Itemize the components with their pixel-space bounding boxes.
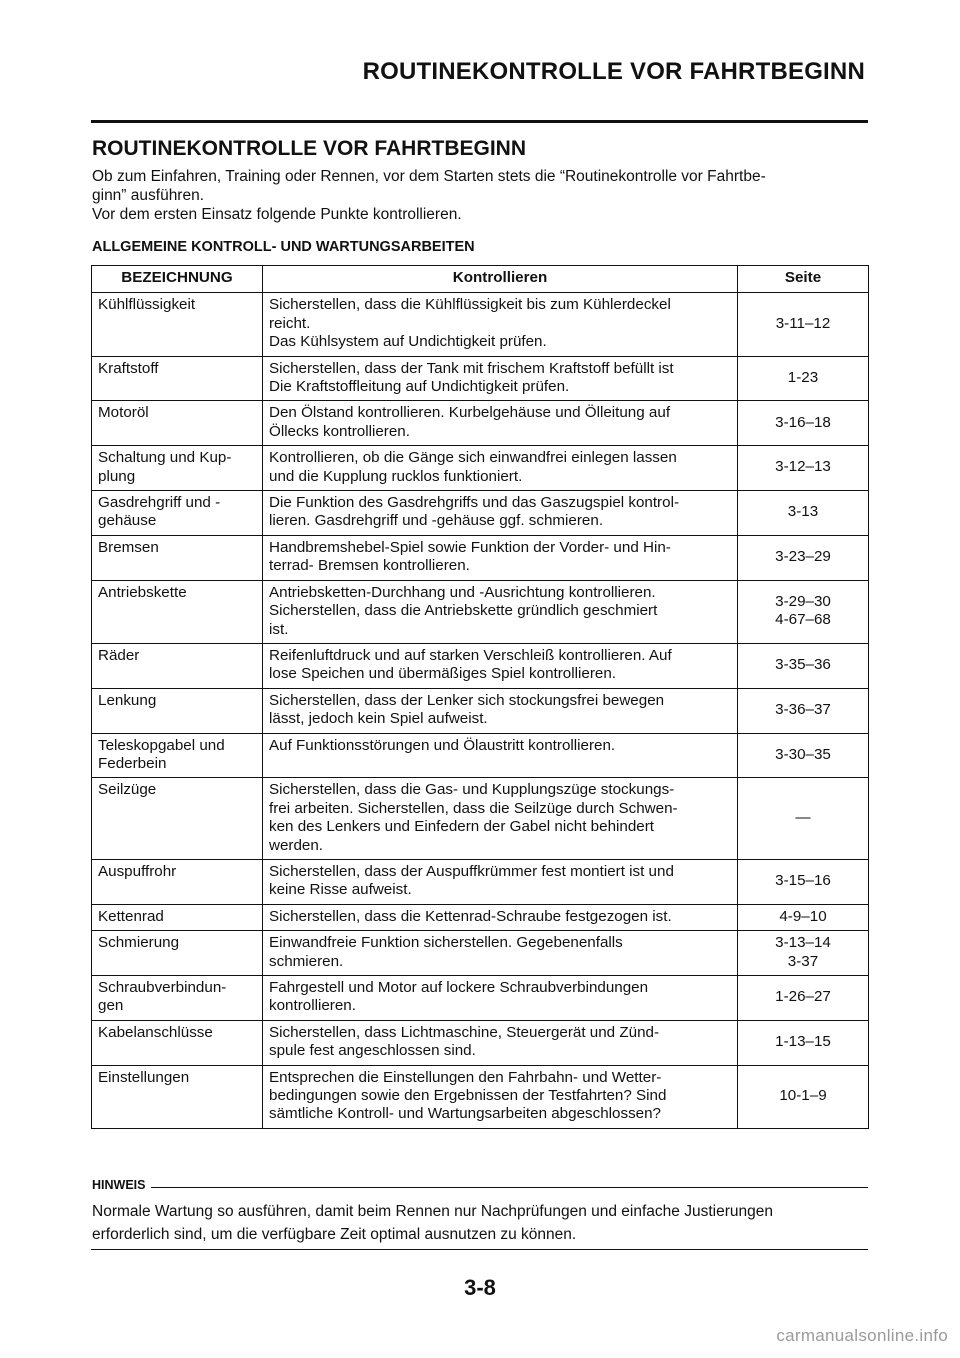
table-row — [92, 446, 869, 491]
column-header-item: BEZEICHNUNG — [92, 266, 263, 293]
cell-check-line: Einwandfreie Funktion sicherstellen. Gegebenenfalls — [269, 934, 623, 952]
cell-page-line: 3-35–36 — [775, 656, 831, 674]
table-row — [92, 535, 869, 580]
cell-page — [738, 446, 869, 491]
header-rule — [91, 120, 868, 123]
cell-item — [92, 293, 263, 356]
cell-item-line: Bremsen — [98, 538, 159, 556]
cell-item — [92, 535, 263, 580]
table-row — [92, 688, 869, 733]
table-heading: ALLGEMEINE KONTROLL- UND WARTUNGSARBEITEN — [92, 239, 475, 255]
cell-page — [738, 643, 869, 688]
cell-check-line: Sicherstellen, dass die Gas- und Kupplungszüge stockungs- — [269, 781, 675, 799]
cell-item-line: Teleskopgabel und — [98, 736, 225, 754]
cell-page — [738, 356, 869, 401]
cell-check-line: Die Funktion des Gasdrehgriffs und das Gaszugspiel kontrol- — [269, 494, 679, 512]
cell-item-line: Kraftstoff — [98, 359, 159, 377]
table-row — [92, 1020, 869, 1065]
cell-check-line: Öllecks kontrollieren. — [269, 422, 410, 440]
cell-page-line: 3-23–29 — [775, 548, 831, 566]
table-row — [92, 356, 869, 401]
running-header-title: ROUTINEKONTROLLE VOR FAHRTBEGINN — [362, 58, 865, 85]
cell-check — [263, 1065, 738, 1128]
cell-page — [738, 778, 869, 860]
table-row — [92, 859, 869, 904]
cell-page-line: 1-23 — [787, 368, 819, 386]
cell-page-line: 3-37 — [787, 952, 819, 970]
cell-item — [92, 1020, 263, 1065]
cell-check-line: Sicherstellen, dass der Tank mit frischem Kraftstoff befüllt ist — [269, 359, 674, 377]
cell-check — [263, 931, 738, 976]
cell-check — [263, 733, 738, 778]
cell-page-line: 4-9–10 — [779, 907, 827, 925]
cell-item-line: Federbein — [98, 754, 167, 772]
cell-page-line: 3-11–12 — [775, 314, 831, 332]
cell-page — [738, 535, 869, 580]
cell-item-line: Schmierung — [98, 934, 180, 952]
cell-check-line: lässt, jedoch kein Spiel aufweist. — [269, 710, 488, 728]
table-row — [92, 401, 869, 446]
cell-check-line: keine Risse aufweist. — [269, 881, 412, 899]
cell-page-line: 1-13–15 — [775, 1033, 831, 1051]
table-row — [92, 580, 869, 643]
note-line: erforderlich sind, um die verfügbare Zeit optimal ausnutzen zu können. — [92, 1226, 577, 1243]
cell-check — [263, 535, 738, 580]
cell-check-line: Die Kraftstoffleitung auf Undichtigkeit prüfen. — [269, 378, 570, 396]
cell-item-line: gen — [98, 997, 124, 1015]
note-line: Normale Wartung so ausführen, damit beim Rennen nur Nachprüfungen und einfache Justierungen — [92, 1203, 773, 1220]
cell-check — [263, 446, 738, 491]
cell-check-line: Antriebsketten-Durchhang und -Ausrichtung kontrollieren. — [269, 583, 656, 601]
cell-check-line: Auf Funktionsstörungen und Ölaustritt kontrollieren. — [269, 736, 616, 754]
cell-item — [92, 976, 263, 1021]
cell-check-line: Kontrollieren, ob die Gänge sich einwandfrei einlegen lassen — [269, 449, 677, 467]
cell-item-line: Motoröl — [98, 404, 149, 422]
cell-item-line: Lenkung — [98, 691, 157, 709]
cell-check — [263, 688, 738, 733]
cell-item-line: Antriebskette — [98, 583, 187, 601]
cell-check-line: werden. — [269, 836, 324, 854]
cell-page — [738, 401, 869, 446]
cell-check-line: Reifenluftdruck und auf starken Verschleiß kontrollieren. Auf — [269, 646, 672, 664]
cell-page-line: 3-36–37 — [775, 700, 831, 718]
cell-page — [738, 931, 869, 976]
cell-item — [92, 643, 263, 688]
cell-check — [263, 643, 738, 688]
cell-check — [263, 1020, 738, 1065]
cell-check — [263, 401, 738, 446]
cell-item-line: plung — [98, 467, 136, 485]
cell-check-line: frei arbeiten. Sicherstellen, dass die Seilzüge durch Schwen- — [269, 799, 678, 817]
cell-check-line: Fahrgestell und Motor auf lockere Schraubverbindungen — [269, 979, 649, 996]
cell-item-line: Auspuffrohr — [98, 862, 177, 880]
cell-item — [92, 580, 263, 643]
cell-page-line: 1-26–27 — [775, 988, 831, 1006]
cell-check-line: schmieren. — [269, 952, 344, 970]
note-rule — [92, 1187, 868, 1188]
cell-item-line: Kabelanschlüsse — [98, 1023, 213, 1041]
cell-item-line: gehäuse — [98, 512, 157, 530]
cell-item-line: Räder — [98, 646, 140, 664]
table-row — [92, 976, 869, 1021]
section-title: ROUTINEKONTROLLE VOR FAHRTBEGINN — [92, 137, 526, 160]
cell-page — [738, 733, 869, 778]
cell-check-line: ist. — [269, 620, 289, 638]
page-number: 3-8 — [464, 1275, 496, 1300]
cell-check-line: spule fest angeschlossen sind. — [269, 1042, 476, 1060]
cell-check — [263, 356, 738, 401]
cell-check — [263, 580, 738, 643]
note-header — [92, 1178, 868, 1194]
cell-check — [263, 904, 738, 930]
cell-item-line: Einstellungen — [98, 1068, 190, 1086]
cell-check-line: Sicherstellen, dass Lichtmaschine, Steuergerät und Zünd- — [269, 1023, 660, 1041]
cell-item — [92, 931, 263, 976]
cell-page-line: 10-1–9 — [779, 1087, 827, 1105]
cell-item — [92, 401, 263, 446]
table-row — [92, 733, 869, 778]
note-label: HINWEIS — [92, 1178, 151, 1192]
cell-check-line: und die Kupplung rucklos funktioniert. — [269, 467, 523, 485]
cell-check-line: Entsprechen die Einstellungen den Fahrbahn- und Wetter- — [269, 1068, 662, 1086]
intro-line: Ob zum Einfahren, Training oder Rennen, vor dem Starten stets die “Routinekontrolle vor Fahrtbe- — [92, 168, 766, 185]
cell-item — [92, 859, 263, 904]
cell-page-line: 3-13–14 — [775, 934, 831, 952]
cell-page-line: 3-16–18 — [775, 413, 831, 431]
cell-check-line: Sicherstellen, dass die Antriebskette gründlich geschmiert — [269, 602, 658, 620]
cell-check — [263, 778, 738, 860]
cell-check — [263, 491, 738, 536]
cell-check-line: lose Speichen und übermäßiges Spiel kontrollieren. — [269, 665, 616, 683]
watermark: carmanualsonline.info — [776, 1326, 948, 1345]
cell-page — [738, 1065, 869, 1128]
cell-item-line: Kettenrad — [98, 907, 164, 925]
note-bottom-rule — [91, 1249, 868, 1250]
cell-item-line: Schaltung und Kup- — [98, 449, 232, 467]
table-body — [92, 293, 869, 1128]
cell-check-line: ken des Lenkers und Einfedern der Gabel nicht behindert — [269, 818, 655, 836]
cell-page — [738, 904, 869, 930]
note-text — [92, 1200, 868, 1246]
cell-page-line: — — [795, 808, 811, 826]
cell-item — [92, 778, 263, 860]
cell-page-line: 4-67–68 — [775, 611, 831, 629]
cell-item-line: Kühlflüssigkeit — [98, 296, 196, 314]
table-row — [92, 491, 869, 536]
cell-page-line: 3-13 — [787, 503, 819, 521]
table-header-row — [92, 266, 869, 293]
table-row — [92, 904, 869, 930]
table-row — [92, 778, 869, 860]
cell-check — [263, 859, 738, 904]
cell-item — [92, 356, 263, 401]
intro-line: Vor dem ersten Einsatz folgende Punkte kontrollieren. — [92, 206, 462, 223]
column-header-page: Seite — [738, 266, 869, 293]
cell-page-line: 3-12–13 — [775, 458, 831, 476]
cell-page — [738, 688, 869, 733]
cell-check-line: reicht. — [269, 314, 311, 332]
cell-page — [738, 976, 869, 1021]
table-row — [92, 1065, 869, 1128]
cell-page — [738, 580, 869, 643]
cell-check — [263, 293, 738, 356]
cell-check-line: lieren. Gasdrehgriff und -gehäuse ggf. schmieren. — [269, 512, 604, 530]
cell-page-line: 3-15–16 — [775, 872, 831, 890]
cell-page — [738, 859, 869, 904]
cell-item-line: Schraubverbindun- — [98, 979, 227, 996]
cell-check-line: Den Ölstand kontrollieren. Kurbelgehäuse und Ölleitung auf — [269, 404, 671, 422]
intro-line: ginn” ausführen. — [92, 187, 205, 204]
cell-page — [738, 491, 869, 536]
intro-paragraph — [92, 167, 868, 224]
cell-page-line: 3-30–35 — [775, 745, 831, 763]
cell-item — [92, 1065, 263, 1128]
cell-page — [738, 1020, 869, 1065]
cell-item-line: Seilzüge — [98, 781, 157, 799]
cell-check-line: bedingungen sowie den Ergebnissen der Testfahrten? Sind — [269, 1087, 667, 1105]
cell-item — [92, 688, 263, 733]
cell-check-line: sämtliche Kontroll- und Wartungsarbeiten abgeschlossen? — [269, 1105, 661, 1123]
cell-check — [263, 976, 738, 1021]
cell-check-line: Sicherstellen, dass die Kettenrad-Schraube festgezogen ist. — [269, 907, 672, 925]
column-header-check: Kontrollieren — [263, 266, 738, 293]
cell-item — [92, 446, 263, 491]
cell-item — [92, 904, 263, 930]
cell-check-line: Sicherstellen, dass der Lenker sich stockungsfrei bewegen — [269, 691, 665, 709]
cell-item-line: Gasdrehgriff und - — [98, 494, 221, 512]
cell-check-line: terrad- Bremsen kontrollieren. — [269, 557, 470, 575]
cell-check-line: kontrollieren. — [269, 997, 356, 1015]
cell-check-line: Sicherstellen, dass der Auspuffkrümmer fest montiert ist und — [269, 862, 674, 880]
cell-page — [738, 293, 869, 356]
cell-check-line: Handbremshebel-Spiel sowie Funktion der Vorder- und Hin- — [269, 538, 671, 556]
cell-item — [92, 733, 263, 778]
table-row — [92, 931, 869, 976]
inspection-table — [91, 265, 869, 1129]
table-row — [92, 643, 869, 688]
cell-check-line: Sicherstellen, dass die Kühlflüssigkeit bis zum Kühlerdeckel — [269, 296, 671, 314]
cell-item — [92, 491, 263, 536]
cell-page-line: 3-29–30 — [775, 592, 831, 610]
table-row — [92, 293, 869, 356]
cell-check-line: Das Kühlsystem auf Undichtigkeit prüfen. — [269, 333, 547, 351]
